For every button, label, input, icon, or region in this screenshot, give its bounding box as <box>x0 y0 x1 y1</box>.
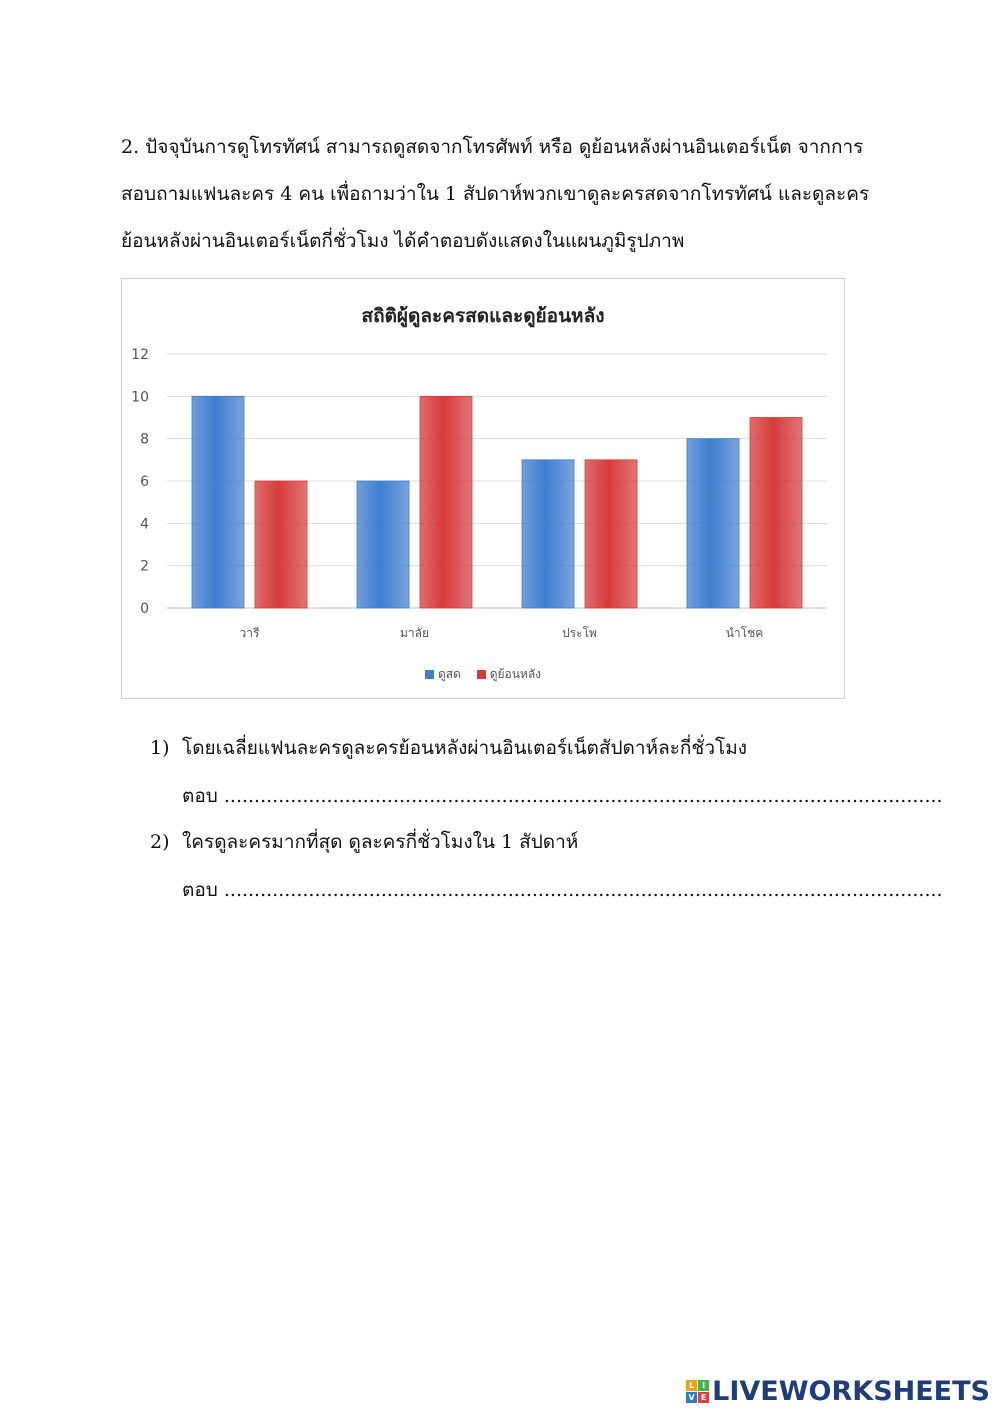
y-tick-label-2: 2 <box>140 558 149 575</box>
legend-item-live <box>425 665 461 684</box>
answer-1[interactable] <box>182 781 943 811</box>
answer-1-label: ตอบ <box>182 785 218 807</box>
y-tick-label-8: 8 <box>140 431 149 448</box>
x-category-label-2: มาลัย <box>399 626 430 640</box>
bar-replay-3 <box>585 460 637 608</box>
legend-label-replay: ดูย้อนหลัง <box>489 667 542 681</box>
logo-letter-e: E <box>698 1392 709 1403</box>
y-tick-label-4: 4 <box>140 516 149 533</box>
bar-live-3 <box>522 460 574 608</box>
bar-replay-2 <box>420 396 472 608</box>
chart-canvas <box>122 279 844 698</box>
chart-legend <box>122 665 844 684</box>
legend-swatch-live <box>425 670 434 679</box>
bar-live-1 <box>192 396 244 608</box>
question-1-number: 1) <box>150 737 170 759</box>
x-category-label-1: วารี <box>239 626 260 640</box>
y-tick-label-12: 12 <box>131 347 149 363</box>
legend-label-live: ดูสด <box>437 667 461 681</box>
question-1-text: โดยเฉลี่ยแฟนละครดูละครย้อนหลังผ่านอินเตอร์เน็ตสัปดาห์ละกี่ชั่วโมง <box>182 737 747 759</box>
bar-replay-4 <box>750 418 802 609</box>
logo-letter-l: L <box>686 1380 697 1391</box>
answer-2-label: ตอบ <box>182 879 218 901</box>
y-tick-label-6: 6 <box>140 474 149 490</box>
x-category-label-4: นำโชค <box>725 626 764 640</box>
question-2 <box>150 827 578 857</box>
logo-letter-v: V <box>686 1392 697 1403</box>
logo-text: LIVEWORKSHEETS <box>712 1376 990 1407</box>
question-1 <box>150 733 747 763</box>
intro-line-2: สอบถามแฟนละคร 4 คน เพื่อถามว่าใน 1 สัปดาห์พวกเขาดูละครสดจากโทรทัศน์ และดูละคร <box>121 183 870 205</box>
bar-live-2 <box>357 481 409 608</box>
bar-live-4 <box>687 439 739 608</box>
answer-1-blank[interactable]: ....................................................................................................................... <box>223 785 943 807</box>
logo-icon <box>686 1380 709 1403</box>
question-2-number: 2) <box>150 831 170 853</box>
y-tick-label-10: 10 <box>131 389 149 406</box>
bar-replay-1 <box>255 481 307 608</box>
liveworksheets-logo <box>686 1376 990 1407</box>
intro-line-3: ย้อนหลังผ่านอินเตอร์เน็ตกี่ชั่วโมง ได้คำตอบดังแสดงในแผนภูมิรูปภาพ <box>121 230 685 252</box>
y-tick-label-0: 0 <box>140 601 149 617</box>
bar-chart <box>121 278 845 699</box>
logo-letter-i: I <box>698 1380 709 1391</box>
answer-2-blank[interactable]: ....................................................................................................................... <box>223 879 943 901</box>
answer-2[interactable] <box>182 875 943 905</box>
intro-line-1: 2. ปัจจุบันการดูโทรทัศน์ สามารถดูสดจากโทรศัพท์ หรือ ดูย้อนหลังผ่านอินเตอร์เน็ต จากการ <box>121 136 864 158</box>
legend-item-replay <box>477 665 541 684</box>
question-2-text: ใครดูละครมากที่สุด ดูละครกี่ชั่วโมงใน 1 สัปดาห์ <box>182 831 579 853</box>
question-intro <box>121 124 881 265</box>
chart-title: สถิติผู้ดูละครสดและดูย้อนหลัง <box>361 305 605 327</box>
legend-swatch-replay <box>477 670 486 679</box>
x-category-label-3: ประโพ <box>562 626 597 640</box>
